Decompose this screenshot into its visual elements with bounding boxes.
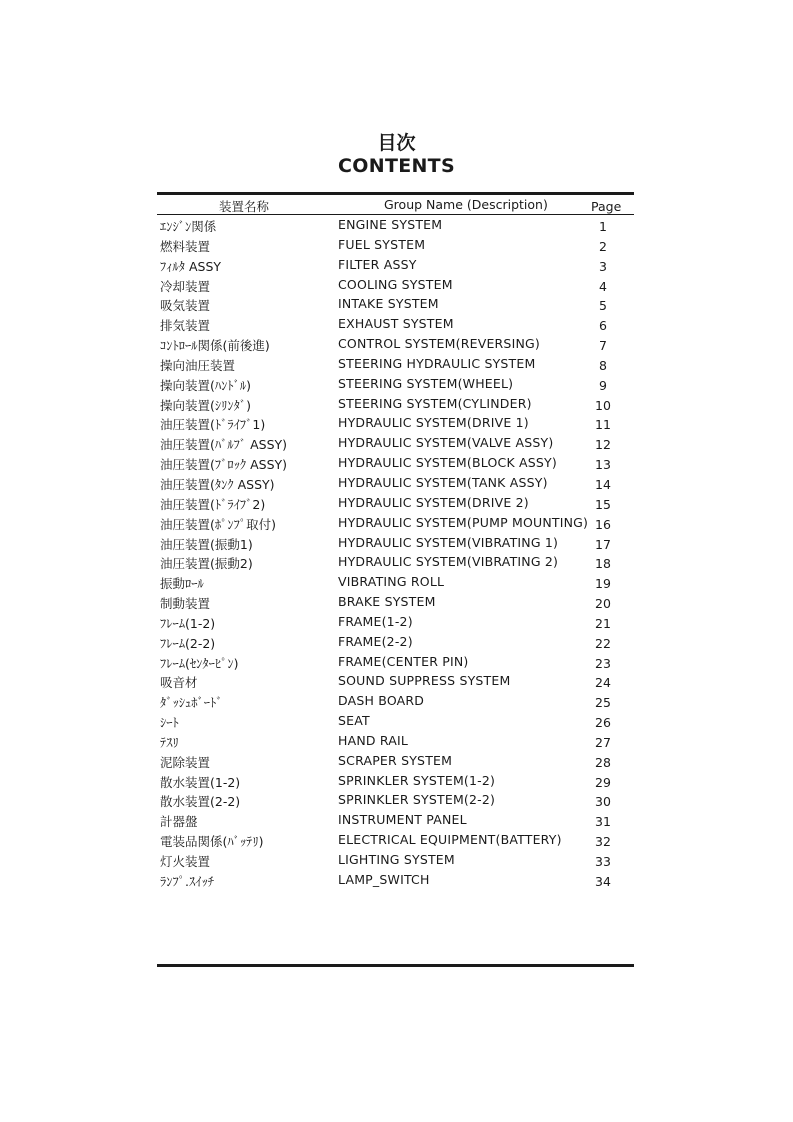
row-page-number: 29 — [595, 774, 611, 790]
row-group-name: FRAME(1-2) — [338, 613, 413, 629]
header-group-name: Group Name (Description) — [384, 197, 548, 212]
row-group-name: SEAT — [338, 713, 370, 729]
row-japanese-name: 冷却装置 — [160, 278, 211, 294]
row-group-name: ELECTRICAL EQUIPMENT(BATTERY) — [338, 832, 562, 848]
row-japanese-name: ﾌｨﾙﾀ ASSY — [160, 258, 222, 274]
table-row — [157, 314, 634, 334]
row-japanese-name: ｼｰﾄ — [160, 715, 179, 731]
row-japanese-name: ﾀﾞｯｼｭﾎﾞｰﾄﾞ — [160, 695, 223, 711]
row-page-number: 28 — [595, 754, 611, 770]
row-group-name: COOLING SYSTEM — [338, 276, 453, 292]
row-page-number: 21 — [595, 615, 611, 631]
table-row — [157, 830, 634, 850]
row-group-name: HAND RAIL — [338, 732, 409, 748]
row-japanese-name: 吸気装置 — [160, 298, 211, 314]
row-page-number: 32 — [595, 834, 611, 850]
row-group-name: HYDRAULIC SYSTEM(DRIVE 2) — [338, 494, 529, 510]
row-japanese-name: 油圧装置(ﾄﾞﾗｲﾌﾞ1) — [160, 417, 266, 433]
row-page-number: 18 — [595, 556, 611, 572]
row-page-number: 13 — [595, 457, 611, 473]
row-japanese-name: ﾗﾝﾌﾟ.ｽｲｯﾁ — [160, 873, 214, 889]
row-japanese-name: 泥除装置 — [160, 754, 211, 770]
row-japanese-name: 油圧装置(ﾌﾞﾛｯｸ ASSY) — [160, 457, 288, 473]
row-page-number: 34 — [595, 873, 611, 889]
row-japanese-name: 散水装置(1-2) — [160, 774, 241, 790]
table-row — [157, 731, 634, 751]
row-japanese-name: 油圧装置(ﾀﾝｸ ASSY) — [160, 476, 275, 492]
table-row — [157, 513, 634, 533]
row-group-name: HYDRAULIC SYSTEM(TANK ASSY) — [338, 474, 548, 490]
table-row — [157, 215, 634, 235]
row-page-number: 30 — [595, 794, 611, 810]
table-body — [157, 215, 634, 890]
row-page-number: 4 — [599, 278, 607, 294]
row-page-number: 7 — [599, 338, 607, 354]
table-row — [157, 671, 634, 691]
table-row — [157, 652, 634, 672]
row-group-name: HYDRAULIC SYSTEM(VIBRATING 1) — [338, 534, 559, 550]
row-japanese-name: ﾌﾚｰﾑ(1-2) — [160, 615, 216, 631]
row-group-name: FUEL SYSTEM — [338, 236, 426, 252]
row-page-number: 14 — [595, 476, 611, 492]
row-group-name: HYDRAULIC SYSTEM(BLOCK ASSY) — [338, 455, 557, 471]
row-page-number: 1 — [599, 219, 607, 234]
row-group-name: SOUND SUPPRESS SYSTEM — [338, 673, 511, 689]
header-page: Page — [591, 199, 622, 214]
row-page-number: 8 — [599, 357, 607, 373]
row-group-name: EXHAUST SYSTEM — [338, 316, 454, 332]
table-row — [157, 354, 634, 374]
table-row — [157, 294, 634, 314]
table-row — [157, 592, 634, 612]
table-row — [157, 771, 634, 791]
row-page-number: 20 — [595, 596, 611, 612]
row-group-name: ENGINE SYSTEM — [338, 217, 443, 232]
row-page-number: 17 — [595, 536, 611, 552]
row-group-name: HYDRAULIC SYSTEM(PUMP MOUNTING) — [338, 514, 589, 530]
table-row — [157, 413, 634, 433]
row-group-name: STEERING SYSTEM(WHEEL) — [338, 375, 514, 391]
row-japanese-name: 灯火装置 — [160, 854, 211, 869]
row-page-number: 6 — [599, 318, 607, 334]
table-row — [157, 255, 634, 275]
row-japanese-name: 計器盤 — [160, 814, 198, 830]
row-page-number: 2 — [599, 238, 607, 254]
row-japanese-name: 散水装置(2-2) — [160, 794, 241, 810]
table-row — [157, 790, 634, 810]
row-page-number: 27 — [595, 734, 611, 750]
row-group-name: SPRINKLER SYSTEM(1-2) — [338, 772, 496, 788]
row-group-name: SPRINKLER SYSTEM(2-2) — [338, 792, 496, 808]
row-group-name: STEERING SYSTEM(CYLINDER) — [338, 395, 532, 411]
row-japanese-name: 油圧装置(振動1) — [160, 536, 253, 552]
row-page-number: 5 — [599, 298, 607, 314]
row-japanese-name: 油圧装置(ﾎﾟﾝﾌﾟ取付) — [160, 516, 277, 532]
row-page-number: 31 — [595, 814, 611, 830]
table-row — [157, 632, 634, 652]
row-group-name: STEERING HYDRAULIC SYSTEM — [338, 355, 536, 371]
row-group-name: INTAKE SYSTEM — [338, 296, 439, 312]
row-page-number: 9 — [599, 377, 607, 393]
row-japanese-name: 燃料装置 — [160, 238, 211, 254]
row-japanese-name: 振動ﾛｰﾙ — [160, 576, 204, 592]
row-japanese-name: 制動装置 — [160, 596, 211, 612]
row-group-name: SCRAPER SYSTEM — [338, 752, 453, 768]
table-row — [157, 374, 634, 394]
row-group-name: FILTER ASSY — [338, 256, 417, 272]
row-japanese-name: ﾃｽﾘ — [160, 734, 179, 750]
table-row — [157, 334, 634, 354]
table-row — [157, 572, 634, 592]
row-page-number: 12 — [595, 437, 611, 453]
row-page-number: 15 — [595, 496, 611, 512]
table-row — [157, 493, 634, 513]
title-english: CONTENTS — [338, 155, 455, 177]
row-page-number: 33 — [595, 854, 611, 869]
row-group-name: FRAME(CENTER PIN) — [338, 653, 469, 669]
page-title — [0, 132, 793, 178]
table-row — [157, 870, 634, 890]
row-group-name: CONTROL SYSTEM(REVERSING) — [338, 336, 540, 352]
row-group-name: BRAKE SYSTEM — [338, 594, 436, 610]
table-row — [157, 473, 634, 493]
row-group-name: DASH BOARD — [338, 693, 425, 709]
table-row — [157, 235, 634, 255]
row-japanese-name: ｴﾝｼﾞﾝ関係 — [160, 219, 217, 234]
table-row — [157, 533, 634, 553]
row-japanese-name: 電装品関係(ﾊﾞｯﾃﾘ) — [160, 834, 264, 850]
row-page-number: 19 — [595, 576, 611, 592]
row-japanese-name: ﾌﾚｰﾑ(ｾﾝﾀｰﾋﾟﾝ) — [160, 655, 239, 671]
table-row — [157, 453, 634, 473]
row-japanese-name: 油圧装置(ﾊﾞﾙﾌﾞ ASSY) — [160, 437, 288, 453]
table-row — [157, 711, 634, 731]
row-page-number: 23 — [595, 655, 611, 671]
contents-table — [157, 192, 634, 890]
row-page-number: 10 — [595, 397, 611, 413]
row-japanese-name: 吸音材 — [160, 675, 198, 691]
row-japanese-name: 排気装置 — [160, 318, 211, 334]
row-group-name: HYDRAULIC SYSTEM(VIBRATING 2) — [338, 554, 559, 570]
row-japanese-name: 油圧装置(振動2) — [160, 556, 253, 572]
row-japanese-name: 操向油圧装置 — [160, 357, 236, 373]
row-group-name: HYDRAULIC SYSTEM(DRIVE 1) — [338, 415, 529, 431]
table-bottom-rule — [157, 964, 634, 967]
row-page-number: 11 — [595, 417, 611, 433]
table-row — [157, 691, 634, 711]
table-row — [157, 850, 634, 870]
row-japanese-name: ﾌﾚｰﾑ(2-2) — [160, 635, 216, 651]
row-group-name: FRAME(2-2) — [338, 633, 413, 649]
row-japanese-name: 油圧装置(ﾄﾞﾗｲﾌﾞ2) — [160, 496, 266, 512]
table-row — [157, 433, 634, 453]
header-japanese-name: 装置名称 — [219, 199, 270, 214]
row-page-number: 22 — [595, 635, 611, 651]
table-row — [157, 810, 634, 830]
row-page-number: 16 — [595, 516, 611, 532]
title-japanese: 目次 — [377, 132, 416, 154]
row-group-name: LAMP_SWITCH — [338, 871, 430, 887]
row-group-name: INSTRUMENT PANEL — [338, 812, 467, 828]
table-row — [157, 394, 634, 414]
row-group-name: VIBRATING ROLL — [338, 574, 445, 590]
table-row — [157, 612, 634, 632]
table-row — [157, 275, 634, 295]
row-group-name: LIGHTING SYSTEM — [338, 852, 455, 867]
row-page-number: 26 — [595, 715, 611, 731]
row-page-number: 25 — [595, 695, 611, 711]
table-header — [157, 195, 634, 214]
table-row — [157, 751, 634, 771]
row-japanese-name: 操向装置(ｼﾘﾝﾀﾞ) — [160, 397, 252, 413]
table-row — [157, 552, 634, 572]
row-japanese-name: 操向装置(ﾊﾝﾄﾞﾙ) — [160, 377, 252, 393]
row-page-number: 24 — [595, 675, 611, 691]
row-japanese-name: ｺﾝﾄﾛｰﾙ関係(前後進) — [160, 338, 270, 354]
row-page-number: 3 — [599, 258, 607, 274]
row-group-name: HYDRAULIC SYSTEM(VALVE ASSY) — [338, 435, 554, 451]
